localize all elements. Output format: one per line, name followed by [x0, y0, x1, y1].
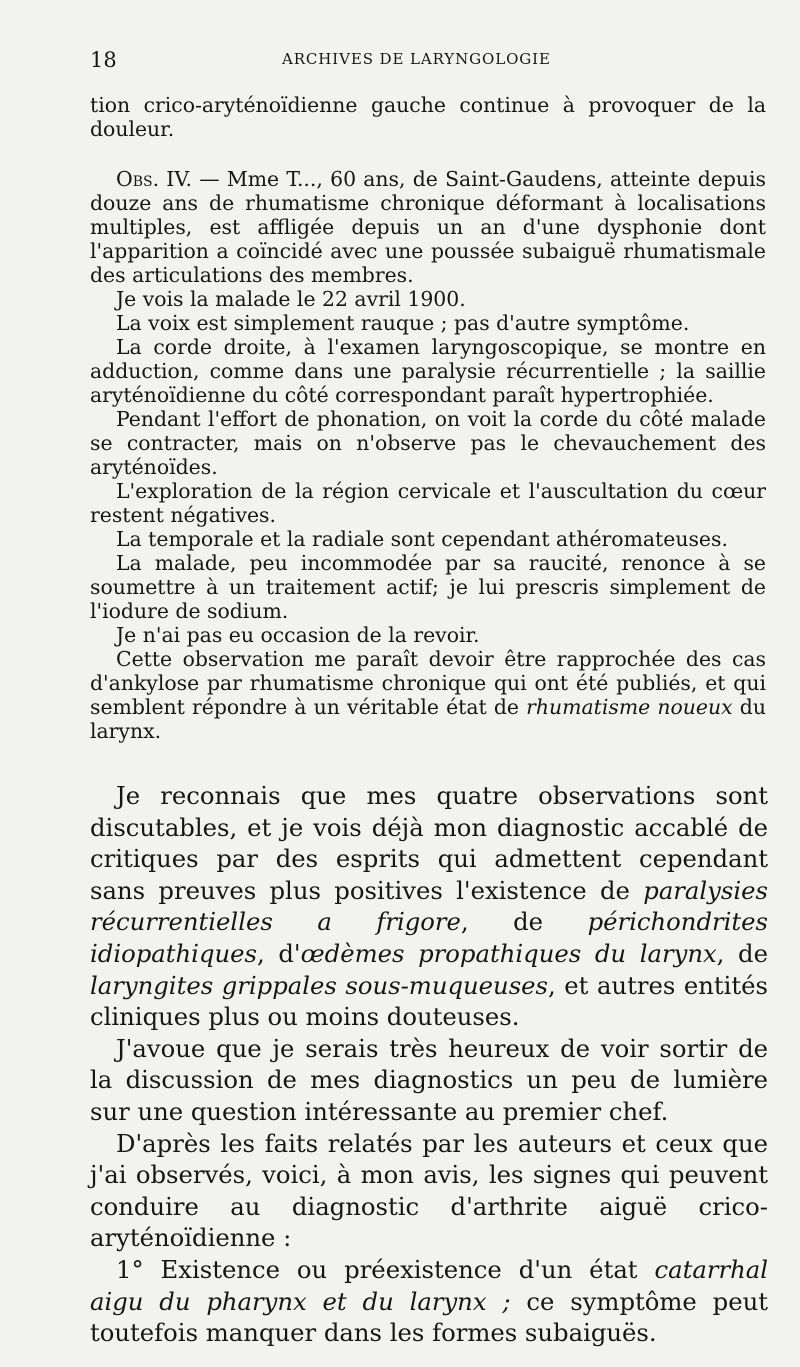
paragraph-arteries: La temporale et la radiale sont cependant athéromateuses. [116, 527, 728, 551]
paragraph-observation-intro [90, 167, 766, 287]
paragraph-signs-intro: D'après les faits relatés par les auteurs et ceux que j'ai observés, voici, à mon avis, les signes qui peuvent conduire au diagnostic d'arthrite aiguë crico-aryténoïdienne : [90, 1128, 768, 1253]
paragraph-continuation: tion crico-aryténoïdienne gauche continue à provoquer de la douleur. [90, 93, 766, 141]
sign-1-text-b: ce symptôme peut toutefois manquer dans les formes subaiguës. [90, 1286, 768, 1348]
conclusion-text-b: du larynx. [90, 695, 766, 743]
conclusion-emphasis: rhumatisme noueux [526, 695, 733, 719]
discussion-text-e: , et autres entités cliniques plus ou moins douteuses. [90, 970, 768, 1032]
discussion-text-d: , de [716, 938, 768, 968]
paragraph-phonation: Pendant l'effort de phonation, on voit la corde du côté malade se contracter, mais on n'observe pas le chevauchement des aryténoïdes. [90, 407, 766, 479]
paragraph-visit: Je vois la malade le 22 avril 1900. [116, 287, 466, 311]
discussion-emphasis-2: périchondrites idiopathiques [90, 907, 768, 968]
paragraph-discussion [90, 780, 768, 1033]
sign-1-emphasis: catarrhal aigu du pharynx et du larynx ; [90, 1254, 768, 1316]
observation-label: Obs. IV. [116, 167, 192, 191]
paragraph-laryngoscopy: La corde droite, à l'examen laryngoscopique, se montre en adduction, comme dans une paralysie récurrentielle ; la saillie aryténoïdienne du côté correspondant paraît hypertrophiée. [90, 335, 766, 407]
discussion-emphasis-1: paralysies récurrentielles a frigore [90, 875, 768, 937]
paragraph-avowal: J'avoue que je serais très heureux de voir sortir de la discussion de mes diagnostics un peu de lumière sur une question intéressante au premier chef. [90, 1033, 768, 1126]
paragraph-treatment: La malade, peu incommodée par sa raucité, renonce à se soumettre à un traitement actif; je lui prescris simplement de l'iodure de sodium. [90, 551, 766, 623]
running-head: ARCHIVES DE LARYNGOLOGIE [282, 50, 551, 68]
conclusion-text-a: Cette observation me paraît devoir être rapprochée des cas d'ankylose par rhumatisme chronique qui ont été publiés, et qui semblent répondre à un véritable état de [90, 647, 766, 719]
sign-1-text-a: 1° Existence ou préexistence d'un état [116, 1254, 655, 1284]
discussion-emphasis-4: laryngites grippales sous-muqueuses [90, 970, 549, 1000]
page-header [90, 48, 766, 72]
discussion-section [90, 780, 768, 1349]
page-number: 18 [90, 48, 117, 72]
paragraph-voice: La voix est simplement rauque ; pas d'autre symptôme. [116, 311, 690, 335]
discussion-emphasis-3: œdèmes propathiques du larynx [300, 938, 717, 968]
paragraph-conclusion [90, 647, 766, 743]
discussion-text-c: , d' [257, 938, 301, 968]
paragraph-exploration: L'exploration de la région cervicale et l'auscultation du cœur restent négatives. [90, 479, 766, 527]
paragraph-followup: Je n'ai pas eu occasion de la revoir. [116, 623, 480, 647]
paragraph-sign-1 [90, 1254, 768, 1349]
spacer [90, 141, 766, 167]
observation-section [90, 93, 766, 743]
discussion-text-a: Je reconnais que mes quatre observations sont discutables, et je vois déjà mon diagnostic accablé de critiques par des esprits qui admettent cependant sans preuves plus positives l'existence de [90, 781, 768, 905]
observation-intro-text: — Mme T..., 60 ans, de Saint-Gaudens, atteinte depuis douze ans de rhumatisme chronique déformant à localisations multiples, est affligée depuis un an d'une dysphonie dont l'apparition a coïncidé avec une poussée subaiguë rhumatismale des articulations des membres. [90, 167, 766, 287]
discussion-text-b: , de [460, 907, 588, 937]
